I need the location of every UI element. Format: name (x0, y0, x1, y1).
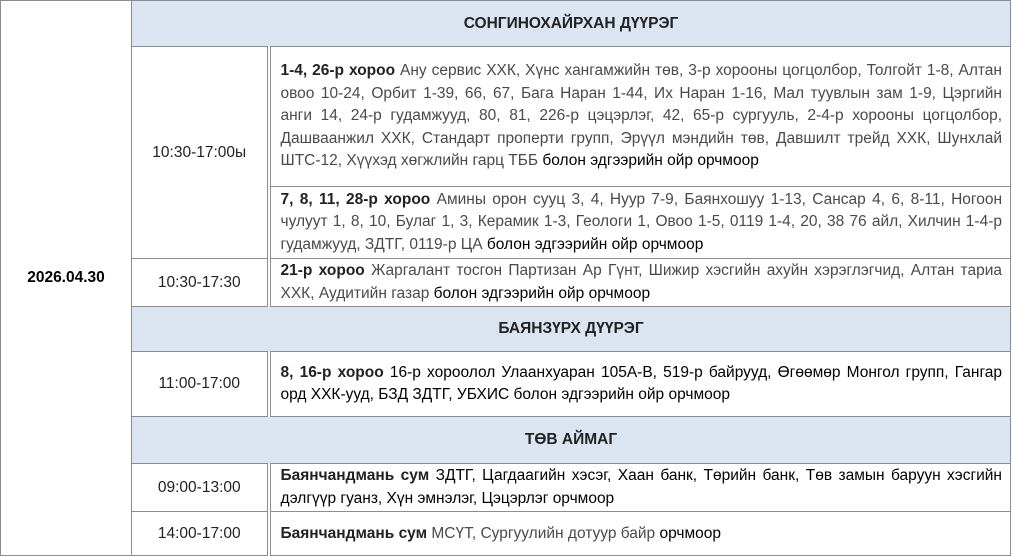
district-header-tuv-aimag: ТӨВ АЙМАГ (132, 417, 1011, 464)
suffix-text: болон эдгээрийн ойр орчмоор (433, 284, 651, 302)
area-description (269, 352, 1011, 417)
time-cell: 11:00-17:00 (132, 352, 269, 417)
places-text: Жаргалант тосгон Партизан Ар Гүнт, Шижир хэсгийн ахуйн хэрэглэгчид, Алтан тариа ХХК, Аудитийн газар (280, 262, 1002, 302)
places-text: МСҮТ, Сургуулийн дотуур байр (431, 524, 656, 542)
suffix-text: орчмоор (552, 489, 615, 507)
date-text: 2026.04.30 (27, 269, 105, 287)
places-text: Амины орон сууц 3, 4, Нуур 7-9, Баянхошуу 1-13, Сансар 4, 6, 8-11, Ногоон чулуут 1, 8, 10, Булаг 1, 3, Керамик 1-3, Геологи 1, Овоо 1-5, 0119 1-4, 20, 38 76 айл, Хилчин 1-4-р гудамжууд, ЗДТГ, 0119-р ЦА (280, 190, 1003, 253)
area-description (269, 512, 1011, 556)
khoroo-label: Баянчандмань сум (280, 524, 428, 542)
time-cell: 09:00-13:00 (132, 464, 269, 512)
area-description (269, 464, 1011, 512)
places-text: Ану сервис ХХК, Хүнс хангамжийн төв, 3-р хорооны цогцолбор, Толгойт 1-8, Алтан овоо 10-24, Орбит 1-39, 66, 67, Бага Наран 1-44, Их Наран 1-16, Мал туувлын зам 1-9, Цэргийн анги 14, 24-р гудамжууд, 80, 81, 226-р цэцэрлэг, 42, 65-р сургууль, 2-4-р хорооны цогцолбор, Дашваанжил ХХК, Стандарт проперти групп, Эрүүл мэндийн төв, Давшилт трейд ХХК, Шунхлай ШТС-12, Хүүхэд хөгжлийн гарц ТББ (280, 62, 1002, 170)
area-description (269, 187, 1011, 259)
khoroo-label: 8, 16-р хороо (280, 363, 384, 381)
district-header-songinokhairkhan: СОНГИНОХАЙРХАН ДҮҮРЭГ (132, 1, 1011, 47)
time-cell: 14:00-17:00 (132, 512, 269, 556)
khoroo-label: Баянчандмань сум (280, 467, 430, 485)
khoroo-label: 7, 8, 11, 28-р хороо (280, 190, 431, 208)
area-description (269, 47, 1011, 187)
khoroo-label: 1-4, 26-р хороо (280, 62, 396, 80)
places-text: 16-р хороолол Улаанхуаран 105А-В, 519-р байрууд, Өгөөмөр Монгол групп, Гангар орд ХХК-ууд, БЗД ЗДТГ, УБХИС (280, 363, 1003, 404)
time-cell: 10:30-17:00ы (132, 47, 269, 259)
suffix-text: болон эдгээрийн ойр орчмоор (542, 152, 759, 170)
places-text: ЗДТГ, Цагдаагийн хэсэг, Хаан банк, Төрийн банк, Төв замын баруун хэсгийн дэлгүүр гуанз, Хүн эмнэлэг, Цэцэрлэг (280, 467, 1002, 507)
suffix-text: орчмоор (659, 524, 721, 542)
area-description (269, 259, 1011, 307)
khoroo-label: 21-р хороо (280, 262, 365, 279)
date-cell (1, 1, 132, 556)
suffix-text: болон эдгээрийн ойр орчмоор (486, 235, 704, 253)
suffix-text: болон эдгээрийн ойр орчмоор (513, 386, 730, 404)
district-header-bayanzurkh: БАЯНЗҮРХ ДҮҮРЭГ (132, 307, 1011, 352)
time-cell: 10:30-17:30 (132, 259, 269, 307)
